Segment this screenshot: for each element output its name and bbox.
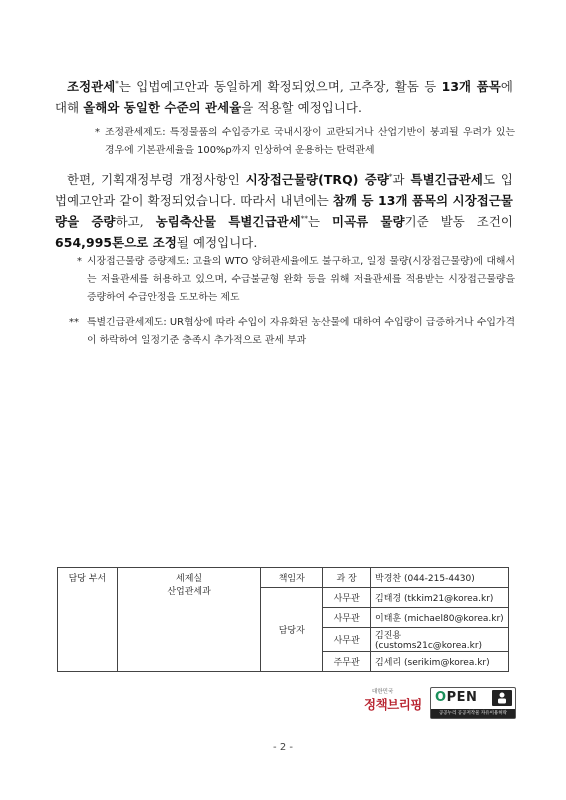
staff-label: 담당자 <box>261 588 323 672</box>
text: 될 예정입니다. <box>176 235 258 250</box>
staff-title: 주무관 <box>323 652 371 672</box>
footnote-1 <box>95 124 515 160</box>
page-number: - 2 - <box>273 742 293 753</box>
staff-name: 김세리 (serikim@korea.kr) <box>371 652 509 672</box>
footnote-mark: * <box>388 172 393 181</box>
footnote-2 <box>77 253 515 307</box>
footnote-3 <box>69 314 515 350</box>
paragraph-adjustment-tariff <box>55 76 513 118</box>
staff-name: 박경찬 (044-215-4430) <box>371 568 509 588</box>
staff-name: 이태훈 (michael80@korea.kr) <box>371 608 509 628</box>
dept-name <box>117 568 261 672</box>
footnote-mark: ** <box>300 214 308 223</box>
emphasis: 참깨 등 13개 품목의 시장접근물량을 증량 <box>55 193 514 229</box>
text: 기준 발동 조건이 <box>404 214 514 229</box>
staff-title: 사무관 <box>323 628 371 652</box>
table-row <box>58 568 509 588</box>
text: 과 <box>392 172 411 187</box>
emphasis: 올해와 동일한 수준의 관세율 <box>83 100 242 115</box>
policy-briefing-logo <box>364 686 422 718</box>
text: 는 입법예고안과 동일하게 확정되었으며, 고추장, 활돔 등 <box>118 79 442 94</box>
emphasis: 특별긴급관세 <box>410 172 483 187</box>
staff-title: 사무관 <box>323 588 371 608</box>
contact-table <box>57 567 509 672</box>
text: 도 입법예고안과 같이 확정되었습니다. 따라서 내년에는 <box>55 172 513 208</box>
emphasis: 654,995톤으로 조정 <box>55 235 177 250</box>
text: 하고, <box>115 214 156 229</box>
logo-wordmark: 정책브리핑 <box>364 697 422 712</box>
logo-caption: 대한민국 <box>372 689 394 695</box>
footer-logos <box>364 686 514 718</box>
dept-office: 세제실 <box>176 574 203 584</box>
footnote-text: 조정관세제도: 특정물품의 수입증가로 국내시장이 교란되거나 산업기반이 붕괴될 우려가 있는 경우에 기본관세율을 100%p까지 인상하여 운용하는 탄력관세 <box>105 127 515 156</box>
kogl-open-logo <box>430 687 516 719</box>
footnote-mark: * <box>77 256 82 267</box>
text: 을 적용할 예정입니다. <box>241 100 363 115</box>
person-icon <box>492 690 512 706</box>
footnote-mark: ** <box>69 317 79 328</box>
footnote-text: 시장접근물량 증량제도: 고율의 WTO 양허관세율에도 불구하고, 일정 물량(시장접근물량)에 대해서는 저율관세를 허용하고 있으며, 수급불균형 완화 등을 위해 저율관세를 적용받는 시장접근물량을 증량하여 수급안정을 도모하는 제도 <box>87 256 515 303</box>
text: 한편, 기획재정부령 개정사항인 <box>67 172 246 187</box>
responsible-label: 책임자 <box>261 568 323 588</box>
dept-label: 담당 부서 <box>58 568 118 672</box>
staff-title: 과 장 <box>323 568 371 588</box>
open-rest: PEN <box>446 690 478 705</box>
footnote-mark: * <box>95 127 100 138</box>
text: 에 대해 <box>55 79 513 115</box>
paragraph-trq <box>55 169 513 253</box>
emphasis: 농림축산물 특별긴급관세 <box>155 214 301 229</box>
staff-name: 김태경 (tkkim21@korea.kr) <box>371 588 509 608</box>
text: 는 <box>307 214 332 229</box>
term-adjustment-tariff: 조정관세 <box>67 79 116 94</box>
emphasis: 미곡류 물량 <box>332 214 405 229</box>
open-o: O <box>435 690 447 705</box>
open-caption: 공공누리 공공저작물 자유이용허락 <box>431 709 515 718</box>
emphasis: 시장접근물량(TRQ) 증량 <box>245 172 389 187</box>
staff-title: 사무관 <box>323 608 371 628</box>
emphasis: 13개 품목 <box>441 79 501 94</box>
footnote-mark: * <box>115 79 119 88</box>
dept-division: 산업관세과 <box>167 587 211 597</box>
open-wordmark <box>435 690 477 705</box>
staff-name: 김진용 (customs21c@korea.kr) <box>371 628 509 652</box>
footnote-text: 특별긴급관세제도: UR협상에 따라 수입이 자유화된 농산물에 대하여 수입량이 급증하거나 수입가격이 하락하여 일정기준 충족시 추가적으로 관세 부과 <box>87 317 515 346</box>
